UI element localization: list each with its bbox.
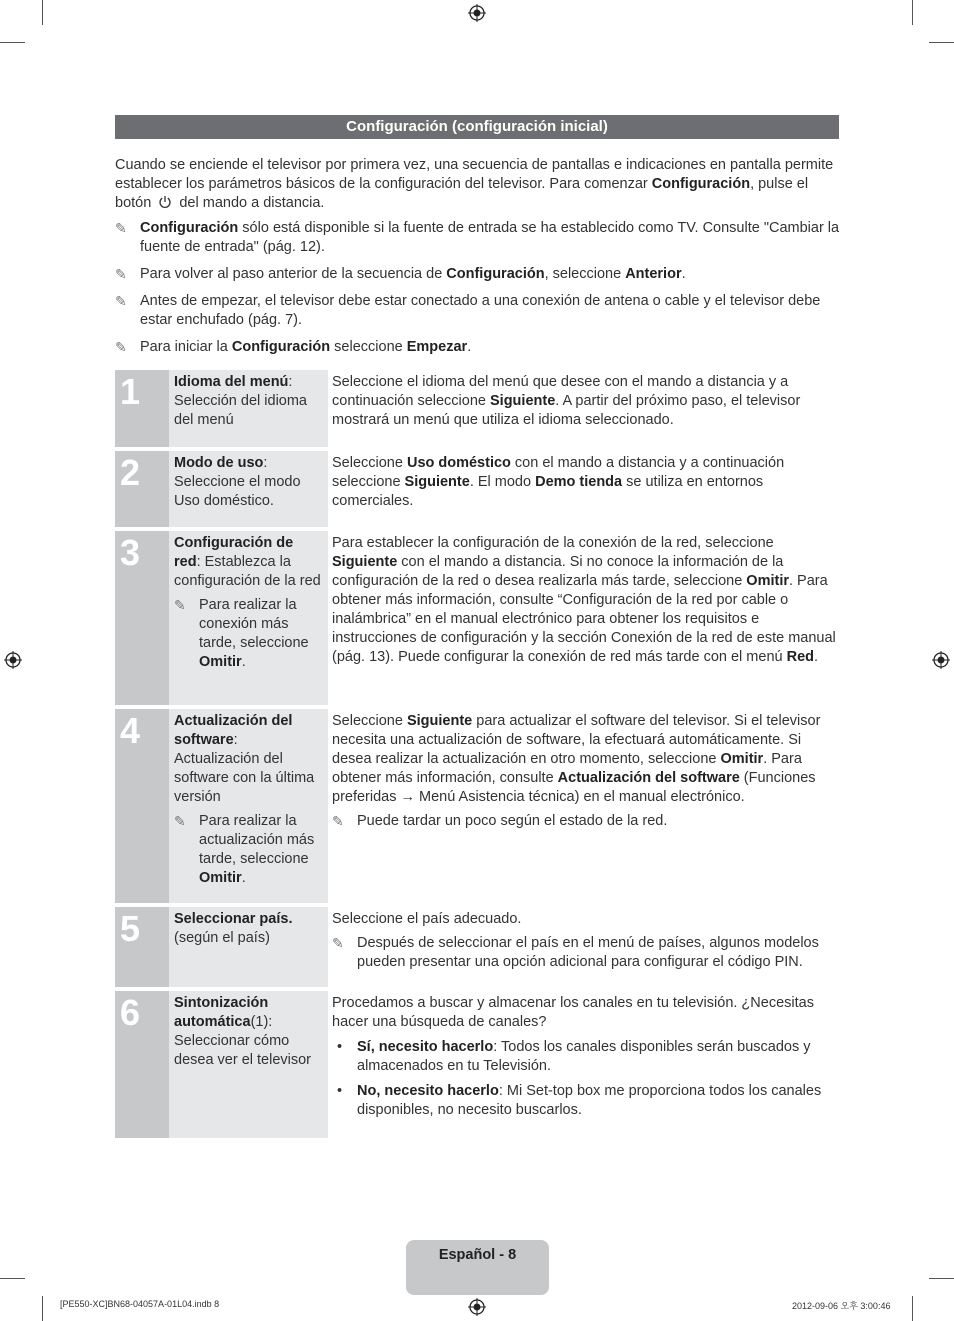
note-pencil-icon: ✎ [174,813,186,829]
footer-date-info: 2012-09-06 오후 3:00:46 [792,1301,891,1311]
step-label: Idioma del menú: Selección del idioma del menú [169,370,328,447]
step-label: Seleccionar país. (según el país) [169,907,328,987]
note-item: ✎ Antes de empezar, el televisor debe estar conectado a una conexión de antena o cable y el televisor debe estar enchufado (pág. 7). [115,293,821,328]
crop-mark [929,1278,954,1279]
step-description: Para establecer la configuración de la conexión de la red, seleccione Siguiente con el mando a distancia. Si no conoce la información de la configuración de la red o desea realizarla más tarde, seleccione Omitir. Para obtener más información, consulte “Configuración de la red por cable o inalámbrica” en el manual electrónico para obtener los requisitos e instrucciones de configuración y la sección Conexión de la red de este manual (pág. 13). Puede configurar la conexión de red más tarde con el menú Red. [332,535,836,665]
step-label: Configuración de red: Establezca la configuración de la red ✎ Para realizar la conexión más tarde, seleccione Omitir. [169,531,328,705]
step-description: Procedamos a buscar y almacenar los canales en tu televisión. ¿Necesitas hacer una búsqueda de canales? • Sí, necesito hacerlo: Todos los canales disponibles serán buscados y almacenados en tu Televisión. • No, necesito hacerlo: Mi Set-top box me proporciona todos los canales disponibles, no necesito buscarlos. [328,991,841,1138]
note-pencil-icon: ✎ [174,597,186,613]
note-item: ✎ Para iniciar la Configuración seleccione Empezar. [115,339,472,355]
note-pencil-icon: ✎ [115,220,127,236]
footer-file-info: [PE550-XC]BN68-04057A-01L04.indb 8 [60,1299,220,1309]
crop-mark [929,42,954,43]
step-description: Seleccione el idioma del menú que desee con el mando a distancia y a continuación seleccione Siguiente. A partir del próximo paso, el televisor mostrará un menú que utiliza el idioma seleccionado. [332,374,801,428]
step-label: Sintonización automática(1): Seleccionar cómo desea ver el televisor [169,991,328,1138]
crop-mark [912,0,913,25]
step-note: ✎ Después de seleccionar el país en el menú de países, algunos modelos pueden presentar una opción adicional para configurar el código PIN. [332,935,819,970]
crop-mark [912,1296,913,1321]
bullet-item: • Sí, necesito hacerlo: Todos los canales disponibles serán buscados y almacenados en tu Televisión. [332,1038,841,1076]
bullet-icon: • [337,1083,343,1099]
step-label: Modo de uso: Seleccione el modo Uso doméstico. [169,451,328,527]
step-description: Seleccione el país adecuado. ✎ Después de seleccionar el país en el menú de países, algunos modelos pueden presentar una opción adicional para configurar el código PIN. [328,907,841,987]
section-title: Configuración (configuración inicial) [115,115,839,139]
step-row [115,531,841,705]
bullet-item: • No, necesito hacerlo: Mi Set-top box me proporciona todos los canales disponibles, no necesito buscarlos. [332,1082,841,1120]
note-pencil-icon: ✎ [115,293,127,309]
registration-mark-icon [468,4,486,22]
step-label: Actualización del software: Actualización del software con la última versión ✎ Para realizar la actualización más tarde, seleccione Omitir. [169,709,328,903]
crop-mark [0,42,25,43]
step-number: 5 [115,907,169,987]
step-row [115,907,841,987]
step-note: ✎ Puede tardar un poco según el estado de la red. [332,813,668,829]
step-row [115,451,841,527]
bullet-icon: • [337,1039,343,1055]
page-number-tab: Español - 8 [406,1240,549,1295]
step-row [115,370,841,447]
crop-mark [42,1296,43,1321]
step-row [115,709,841,903]
registration-mark-icon [4,651,22,669]
note-pencil-icon: ✎ [115,266,127,282]
notes-list [115,219,841,365]
step-number: 4 [115,709,169,903]
step-number: 2 [115,451,169,527]
crop-mark [0,1278,25,1279]
registration-mark-icon [468,1298,486,1316]
step-sub-note: ✎ Para realizar la conexión más tarde, seleccione Omitir. [174,597,309,670]
intro-paragraph: Cuando se enciende el televisor por primera vez, una secuencia de pantallas e indicaciones en pantalla permite establecer los parámetros básicos de la configuración del televisor. Para comenzar Configuración, pulse el botón del mando a distancia. [115,157,834,211]
note-pencil-icon: ✎ [115,339,127,355]
note-pencil-icon: ✎ [332,813,344,829]
step-description: Seleccione Siguiente para actualizar el software del televisor. Si el televisor necesita una actualización de software, la efectuará automáticamente. Si desea realizar la actualización en otro momento, seleccione Omitir. Para obtener más información, consulte Actualización del software (Funciones preferidas → Menú Asistencia técnica) en el manual electrónico. ✎ Puede tardar un poco según el estado de la red. [328,709,841,903]
step-number: 6 [115,991,169,1138]
step-number: 1 [115,370,169,447]
step-sub-note: ✎ Para realizar la actualización más tarde, seleccione Omitir. [174,813,315,886]
step-row [115,991,841,1138]
setup-steps-table [115,370,841,1142]
registration-mark-icon [932,651,950,669]
step-description: Seleccione Uso doméstico con el mando a distancia y a continuación seleccione Siguiente. El modo Demo tienda se utiliza en entornos comerciales. [332,455,785,509]
note-item: ✎ Configuración sólo está disponible si la fuente de entrada se ha establecido como TV. Consulte "Cambiar la fuente de entrada" (pág. 12). [115,220,840,255]
power-icon [158,195,172,209]
note-item: ✎ Para volver al paso anterior de la secuencia de Configuración, seleccione Anterior. [115,266,686,282]
step-number: 3 [115,531,169,705]
note-pencil-icon: ✎ [332,935,344,951]
crop-mark [42,0,43,25]
